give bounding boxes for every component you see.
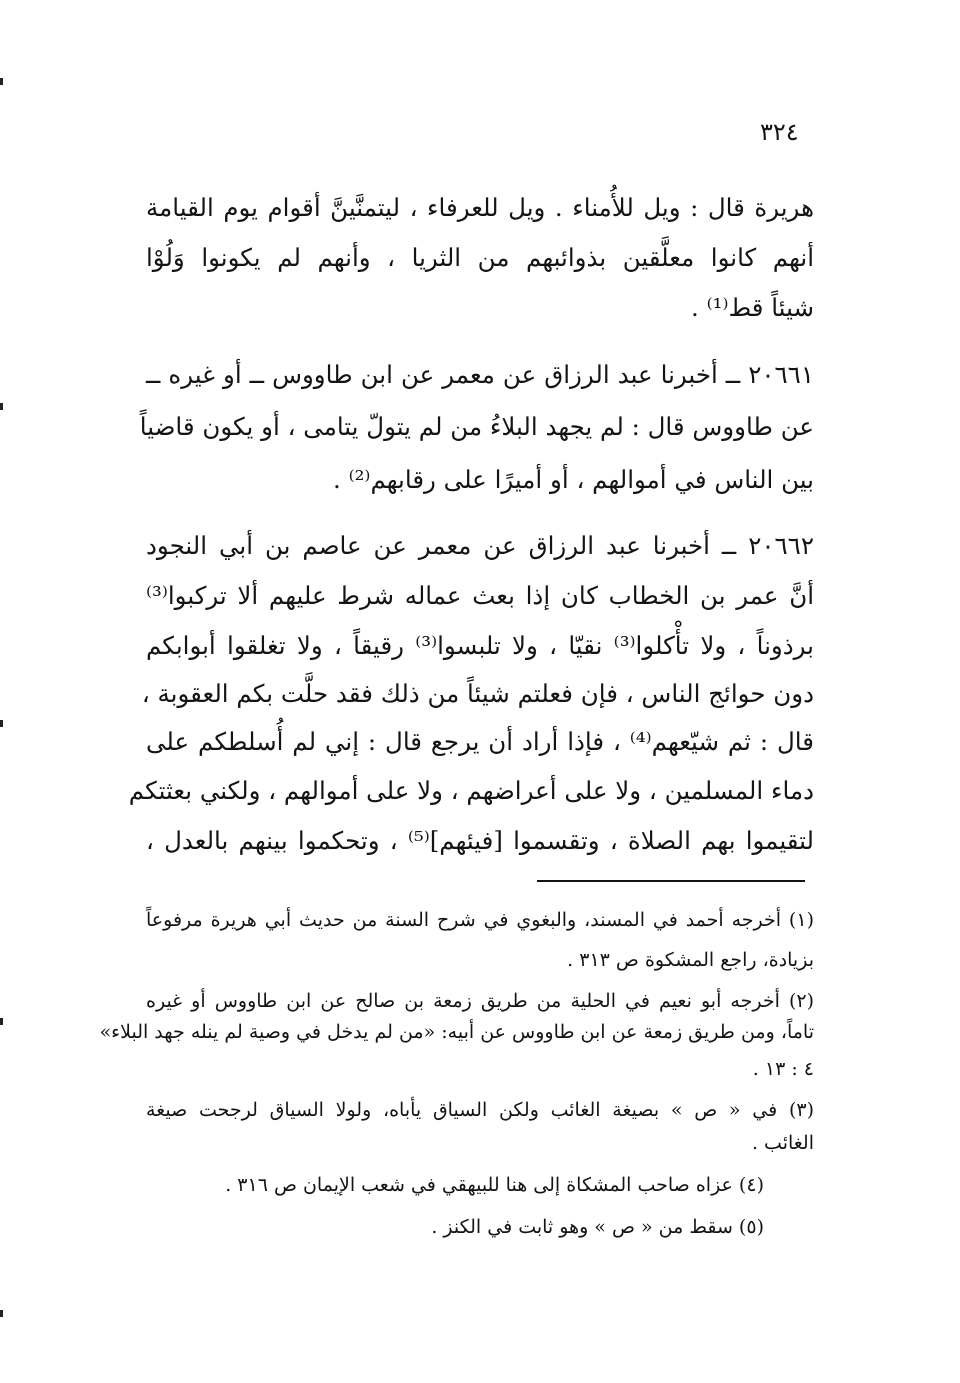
text-line: أنهم كانوا معلَّقين بذوائبهم من الثريا ، وأنهم لم يكونوا وَلُوْا <box>146 243 814 272</box>
text-line: عن طاووس قال : لم يجهد البلاءُ من لم يتولّ يتامى ، أو يكون قاضياً <box>139 412 814 441</box>
margin-mark <box>0 1310 3 1317</box>
footnote-line: (١) أخرجه أحمد في المسند، والبغوي في شرح السنة من حديث أبي هريرة مرفوعاً <box>146 909 814 931</box>
text-line: لتقيموا بهم الصلاة ، وتقسموا [فيئهم]⁽⁵⁾ ، وتحكموا بينهم بالعدل ، <box>146 826 814 855</box>
text-line: ٢٠٦٦٢ ــ أخبرنا عبد الرزاق عن معمر عن عاصم بن أبي النجود <box>146 531 814 560</box>
margin-mark <box>0 78 3 85</box>
footnote-line: (٤) عزاه صاحب المشكاة إلى هنا للبيهقي في شعب الإيمان ص ٣١٦ . <box>225 1174 764 1196</box>
margin-mark <box>0 403 3 410</box>
text-line: أنَّ عمر بن الخطاب كان إذا بعث عماله شرط عليهم ألا تركبوا⁽³⁾ <box>146 581 814 610</box>
text-line: بين الناس في أموالهم ، أو أميرًا على رقابهم⁽²⁾ . <box>333 465 814 494</box>
footnote-line: (٥) سقط من « ص » وهو ثابت في الكنز . <box>431 1216 764 1238</box>
footnote-line: بزيادة، راجع المشكوة ص ٣١٣ . <box>567 949 814 971</box>
text-line: قال : ثم شيّعهم⁽⁴⁾ ، فإذا أراد أن يرجع قال : إني لم أُسلطكم على <box>146 727 814 756</box>
footnote-separator <box>537 880 805 882</box>
text-line: ٢٠٦٦١ ــ أخبرنا عبد الرزاق عن معمر عن ابن طاووس ــ أو غيره ــ <box>146 360 814 389</box>
text-line: دون حوائج الناس ، فإن فعلتم شيئاً من ذلك فقد حلَّت بكم العقوبة ، <box>141 679 814 708</box>
footnote-line: تاماً، ومن طريق زمعة عن ابن طاووس عن أبيه: «من لم يدخل في وصية لم ينله جهد البلاء» <box>99 1021 814 1043</box>
text-line: برذوناً ، ولا تأْكلوا⁽³⁾ نقيّا ، ولا تلبسوا⁽³⁾ رقيقاً ، ولا تغلقوا أبوابكم <box>146 631 814 660</box>
margin-mark <box>0 1018 3 1025</box>
text-line: هريرة قال : ويل للأُمناء . ويل للعرفاء ، ليتمنَّينَّ أقوام يوم القيامة <box>146 193 814 222</box>
footnote-line: ٤ : ١٣ . <box>752 1058 814 1080</box>
footnote-line: (٣) في « ص » بصيغة الغائب ولكن السياق يأباه، ولولا السياق لرجحت صيغة <box>146 1099 814 1121</box>
text-line: دماء المسلمين ، ولا على أعراضهم ، ولا على أموالهم ، ولكني بعثتكم <box>128 776 814 805</box>
footnote-line: الغائب . <box>751 1132 814 1154</box>
margin-mark <box>0 720 3 727</box>
footnote-line: (٢) أخرجه أبو نعيم في الحلية من طريق زمعة بن صالح عن ابن طاووس أو غيره <box>146 990 814 1012</box>
page-number: ٣٢٤ <box>760 118 799 146</box>
text-line: شيئاً قط⁽¹⁾ . <box>691 293 814 322</box>
